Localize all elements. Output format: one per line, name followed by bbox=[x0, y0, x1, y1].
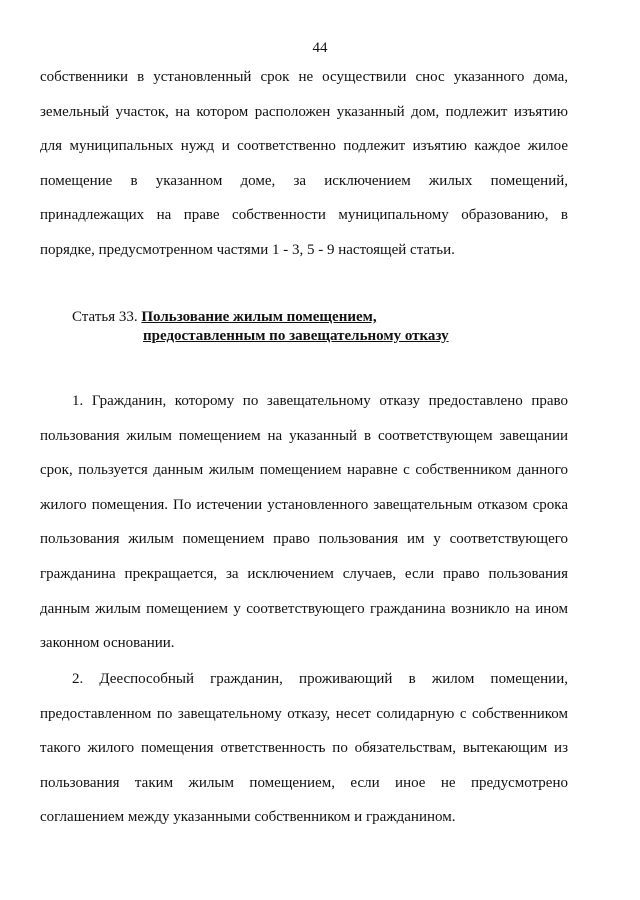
page-number: 44 bbox=[312, 40, 328, 56]
article-paragraph-2: 2. Дееспособный гражданин, проживающий в жилом помещении, предоставленном по завещательному отказу, несет солидарную с собственником такого жилого помещения ответственность по обязательствам, вытекающим из пользования таким жилым помещением, если иное не предусмотрено соглашением между указанными собственником и гражданином. bbox=[40, 671, 568, 826]
intro-paragraph: собственники в установленный срок не осуществили снос указанного дома, земельный участок, на котором расположен указанный дом, подлежит изъятию для муниципальных нужд и соответственно подлежит изъятию каждое жилое помещение в указанном доме, за исключением жилых помещений, принадлежащих на праве собственности муниципальному образованию, в порядке, предусмотренном частями 1 - 3, 5 - 9 настоящей статьи. bbox=[40, 69, 568, 258]
article-title-line2: предоставленным по завещательному отказу bbox=[143, 328, 449, 344]
article-number: Статья 33. bbox=[72, 309, 138, 325]
article-paragraph-1: 1. Гражданин, которому по завещательному отказу предоставлено право пользования жилым помещением на указанный в соответствующем завещании срок, пользуется данным жилым помещением наравне с собственником данного жилого помещения. По истечении установленного завещательным отказом срока пользования жилым помещением право пользования им у соответствующего гражданина прекращается, за исключением случаев, если право пользования данным жилым помещением у соответствующего гражданина возникло на ином законном основании. bbox=[40, 393, 568, 652]
article-title-line1: Пользование жилым помещением, bbox=[141, 309, 377, 325]
article-heading bbox=[72, 308, 552, 346]
